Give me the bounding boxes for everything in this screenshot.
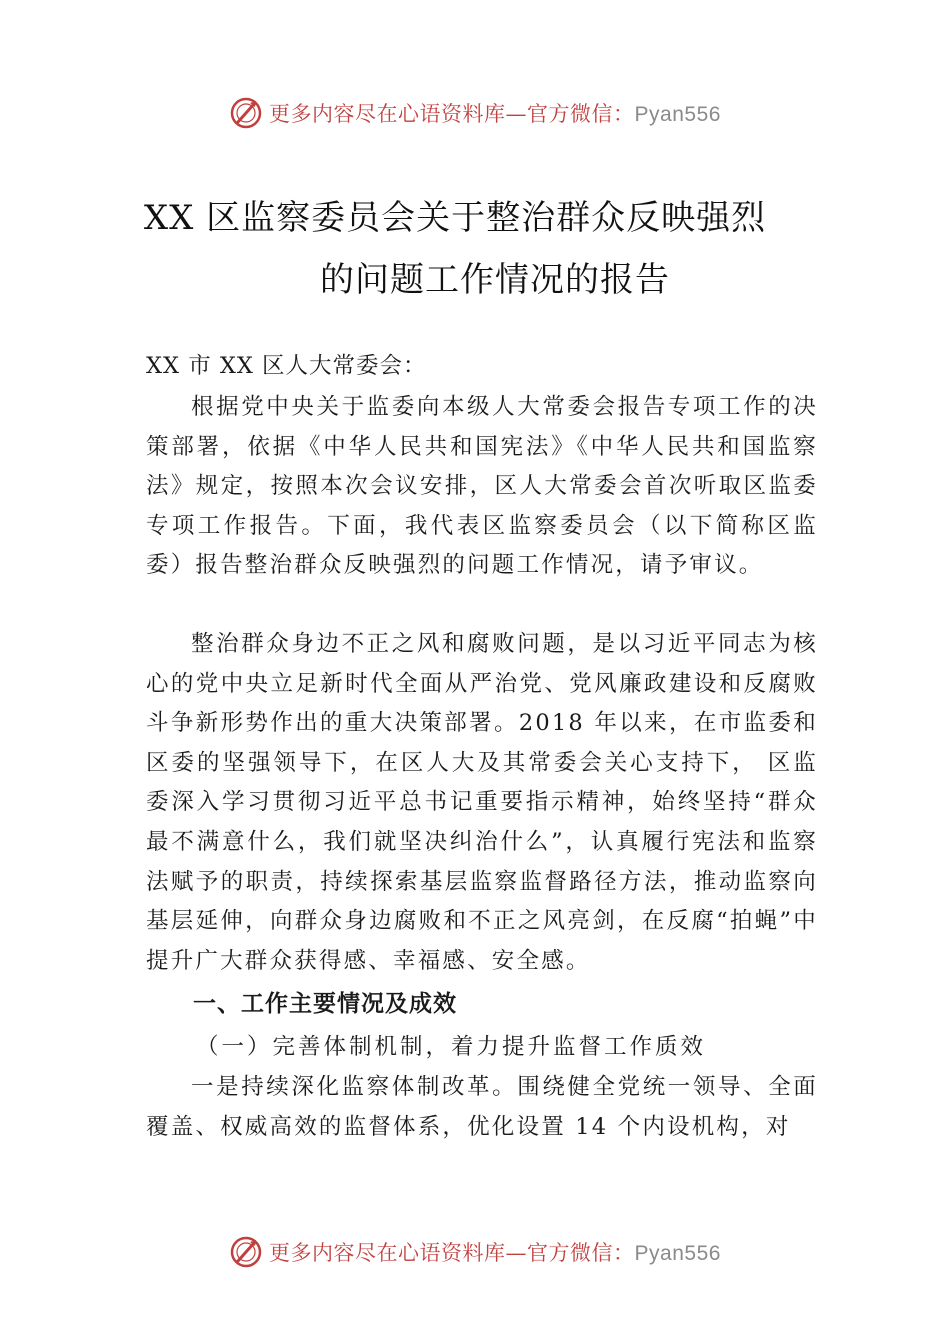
paragraph-3 [146,1068,818,1147]
document-title-line2: 的问题工作情况的报告 [320,260,670,300]
salutation: XX 市 XX 区人大常委会： [146,353,427,379]
watermark-text: 更多内容尽在心语资料库—官方微信：Pyan556 [269,102,721,126]
wechat-id: Pyan556 [634,1242,721,1265]
subsection-heading-1: （一）完善体制机制，着力提升监督工作质效 [196,1034,707,1060]
paragraph-1 [146,388,818,586]
section-heading-1: 一、工作主要情况及成效 [193,991,457,1017]
paragraph-2 [146,625,818,981]
document-title-line1: XX 区监察委员会关于整治群众反映强烈 [143,198,767,238]
paragraph-2-text: 整治群众身边不正之风和腐败问题，是以习近平同志为核心的党中央立足新时代全面从严治党、党风廉政建设和反腐败斗争新形势作出的重大决策部署。2018 年以来，在市监委和区委的坚强领导下，在区人大及其常委会关心支持下， 区监委深入学习贯彻习近平总书记重要指示精神，始终坚持“群众最不满意什么，我们就坚决纠治什么”，认真履行宪法和监察法赋予的职责，持续探索基层监察监督路径方法，推动监察向基层延伸，向群众身边腐败和不正之风亮剑，在反腐“拍蝇”中提升广大群众获得感、幸福感、安全感。 [146,631,818,974]
paragraph-1-text: 根据党中央关于监委向本级人大常委会报告专项工作的决策部署，依据《中华人民共和国宪法》《中华人民共和国监察法》规定，按照本次会议安排，区人大常委会首次听取区监委专项工作报告。下面，我代表区监察委员会（以下简称区监委）报告整治群众反映强烈的问题工作情况，请予审议。 [146,394,818,579]
wechat-id: Pyan556 [634,103,721,126]
top-watermark-banner [0,93,950,133]
watermark-text: 更多内容尽在心语资料库—官方微信：Pyan556 [269,1241,721,1265]
bottom-watermark-banner [0,1232,950,1272]
seal-logo-icon [229,1235,263,1269]
paragraph-3-text: 一是持续深化监察体制改革。围绕健全党统一领导、全面覆盖、权威高效的监督体系，优化设置 14 个内设机构，对 [146,1074,818,1140]
seal-logo-icon [229,96,263,130]
